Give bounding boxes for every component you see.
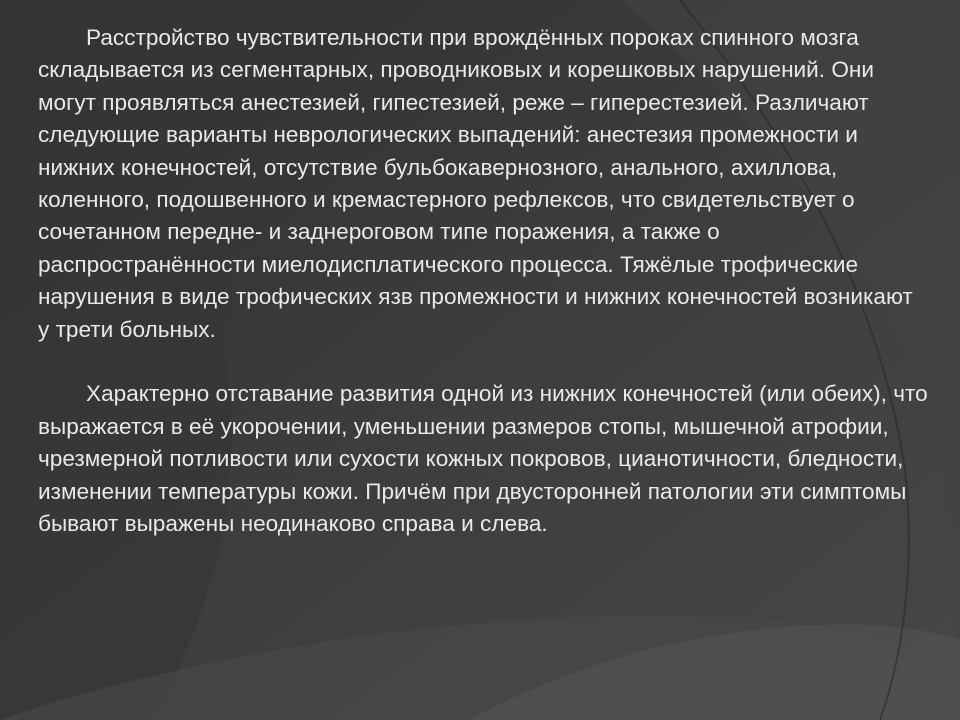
slide-text bbox=[38, 22, 928, 540]
paragraph-sensitivity: Расстройство чувствительности при врождённых пороках спинного мозга складывается из сегментарных, проводниковых и корешковых нарушений. Они могут проявляться анестезией, гипестезией, реже – гиперестезией. Различают следующие варианты неврологических выпадений: анестезия промежности и нижних конечностей, отсутствие бульбокавернозного, анального, ахиллова, коленного, подошвенного и кремастерного рефлексов, что свидетельствует о сочетанном передне- и заднероговом типе поражения, а также о распространённости миелодисплатического процесса. Тяжёлые трофические нарушения в виде трофических язв промежности и нижних конечностей возникают у трети больных. bbox=[38, 25, 913, 342]
paragraph-limb-development: Характерно отставание развития одной из нижних конечностей (или обеих), что выражается в её укорочении, уменьшении размеров стопы, мышечной атрофии, чрезмерной потливости или сухости кожных покровов, цианотичности, бледности, изменении температуры кожи. Причём при двусторонней патологии эти симптомы бывают выражены неодинаково справа и слева. bbox=[38, 381, 928, 537]
